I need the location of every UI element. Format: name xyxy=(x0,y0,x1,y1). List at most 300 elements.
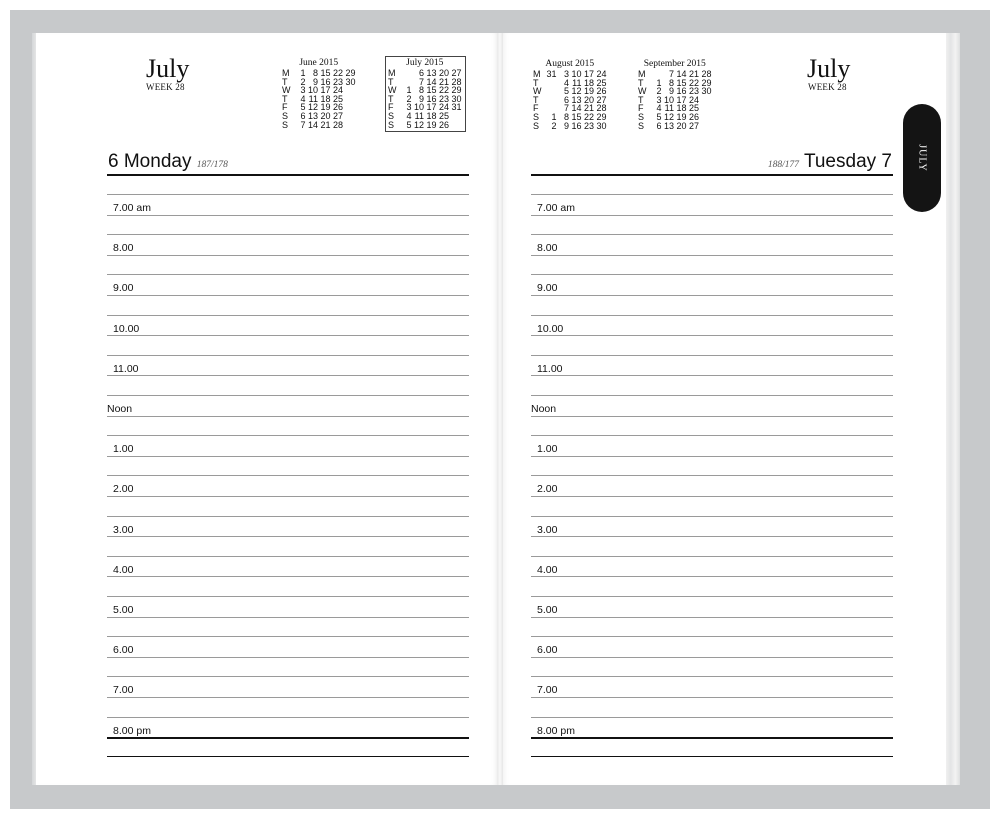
day-letter: F xyxy=(638,103,644,114)
day-letter: F xyxy=(282,102,288,113)
left-time-label: 2.00 xyxy=(113,483,134,496)
day-letter: W xyxy=(638,86,647,97)
calendar-date: 7 xyxy=(668,69,674,79)
day-letter: T xyxy=(533,77,539,88)
calendar-date: 19 xyxy=(676,111,687,122)
calendar-date: 9 xyxy=(563,120,569,131)
mini-calendar-title: June 2015 xyxy=(299,58,339,68)
mini-calendar-week-row xyxy=(638,87,712,96)
calendar-date: 24 xyxy=(332,85,343,96)
calendar-date: 10 xyxy=(571,69,582,79)
day-letter: W xyxy=(388,85,397,96)
left-time-label: 1.00 xyxy=(113,443,134,456)
calendar-date: 18 xyxy=(426,110,437,121)
left-hour-line xyxy=(107,617,469,618)
left-hour-line xyxy=(107,215,469,216)
left-hour-line xyxy=(107,255,469,256)
calendar-date: 18 xyxy=(676,103,687,114)
mini-calendar-week-row xyxy=(638,104,712,113)
left-half-hour-line xyxy=(107,717,469,718)
right-time-label: 7.00 xyxy=(537,684,558,697)
calendar-date: 22 xyxy=(583,111,594,122)
right-half-hour-line xyxy=(531,234,893,235)
calendar-date: 23 xyxy=(438,93,449,104)
left-time-label: 8.00 xyxy=(113,242,134,255)
right-half-hour-line xyxy=(531,435,893,436)
mini-calendar-week-row xyxy=(533,79,607,88)
right-half-hour-line xyxy=(531,556,893,557)
day-letter: M xyxy=(533,69,541,79)
mini-calendar-week-row xyxy=(638,122,712,131)
right-hour-line xyxy=(531,416,893,417)
calendar-date: 21 xyxy=(688,69,699,79)
calendar-date: 13 xyxy=(571,94,582,105)
right-bottom-rule xyxy=(531,737,893,739)
right-time-label: 9.00 xyxy=(537,282,558,295)
calendar-date: 25 xyxy=(688,103,699,114)
calendar-date: 3 xyxy=(300,85,306,96)
right-hour-line xyxy=(531,215,893,216)
left-time-label: 10.00 xyxy=(113,322,140,335)
calendar-date: 24 xyxy=(688,94,699,105)
right-time-label: Noon xyxy=(531,403,557,415)
calendar-date: 29 xyxy=(596,111,607,122)
right-time-label: 2.00 xyxy=(537,483,558,496)
calendar-date: 14 xyxy=(571,103,582,114)
calendar-date: 2 xyxy=(551,120,557,131)
right-time-label: 8.00 xyxy=(537,242,558,255)
mini-calendar-week-row xyxy=(388,78,462,87)
calendar-date: 7 xyxy=(563,103,569,114)
calendar-date xyxy=(544,87,557,96)
calendar-date: 12 xyxy=(663,111,674,122)
left-page xyxy=(36,33,499,785)
calendar-date: 7 xyxy=(300,119,306,130)
left-half-hour-line xyxy=(107,676,469,677)
calendar-date: 28 xyxy=(701,69,712,79)
calendar-date: 4 xyxy=(300,93,306,104)
left-half-hour-line xyxy=(107,636,469,637)
left-time-label: 3.00 xyxy=(113,523,134,536)
calendar-date xyxy=(343,103,356,112)
calendar-date: 29 xyxy=(451,85,462,96)
mini-calendar-week-row xyxy=(388,69,462,78)
calendar-date: 10 xyxy=(413,102,424,113)
calendar-date: 14 xyxy=(676,69,687,79)
calendar-date: 18 xyxy=(583,77,594,88)
calendar-date xyxy=(544,79,557,88)
calendar-date: 16 xyxy=(426,93,437,104)
day-letter: T xyxy=(282,93,288,104)
calendar-date: 16 xyxy=(571,120,582,131)
calendar-date: 8 xyxy=(668,77,674,88)
right-hour-line xyxy=(531,255,893,256)
calendar-date: 9 xyxy=(312,76,318,87)
mini-calendar-week-row xyxy=(533,70,607,79)
day-letter: T xyxy=(638,94,644,105)
mini-calendar-week-row xyxy=(282,112,356,121)
calendar-date: 26 xyxy=(596,86,607,97)
calendar-date: 20 xyxy=(438,68,449,78)
mini-calendar-september xyxy=(638,59,712,130)
calendar-date: 30 xyxy=(701,86,712,97)
calendar-date: 11 xyxy=(664,103,674,114)
mini-calendar-week-row xyxy=(282,69,356,78)
right-half-hour-line xyxy=(531,636,893,637)
calendar-date: 8 xyxy=(563,111,569,122)
mini-calendar-week-row xyxy=(388,112,462,121)
right-hour-line xyxy=(531,617,893,618)
calendar-date: 13 xyxy=(663,120,674,131)
mini-calendar-title: September 2015 xyxy=(643,59,706,69)
right-time-label: 5.00 xyxy=(537,604,558,616)
calendar-date: 13 xyxy=(307,110,318,121)
calendar-date: 14 xyxy=(426,76,437,87)
left-hour-line xyxy=(107,295,469,296)
left-half-hour-line xyxy=(107,315,469,316)
day-letter: T xyxy=(282,76,288,87)
left-week-label: WEEK 28 xyxy=(146,82,185,92)
right-half-hour-line xyxy=(531,516,893,517)
right-time-label: 11.00 xyxy=(537,362,563,375)
left-half-hour-line xyxy=(107,355,469,356)
calendar-date: 13 xyxy=(426,68,437,78)
calendar-date: 12 xyxy=(307,102,318,113)
left-time-label: 9.00 xyxy=(113,282,134,295)
calendar-date xyxy=(699,96,712,105)
calendar-date: 3 xyxy=(563,69,569,79)
calendar-date: 14 xyxy=(307,119,318,130)
mini-calendar-week-row xyxy=(282,95,356,104)
calendar-date: 22 xyxy=(332,68,343,78)
right-half-hour-line xyxy=(531,676,893,677)
calendar-date: 11 xyxy=(414,110,424,121)
left-hour-line xyxy=(107,576,469,577)
mini-calendar-week-row xyxy=(533,113,607,122)
mini-calendar-week-row xyxy=(282,103,356,112)
right-time-label: 8.00 pm xyxy=(537,724,575,737)
left-time-label: Noon xyxy=(107,403,133,415)
calendar-date xyxy=(343,112,356,121)
calendar-date: 19 xyxy=(426,119,437,130)
right-day-number: 7 xyxy=(881,151,892,172)
mini-calendar-week-row xyxy=(388,95,462,104)
calendar-date: 1 xyxy=(300,68,306,78)
right-half-hour-line xyxy=(531,475,893,476)
calendar-date: 19 xyxy=(320,102,331,113)
calendar-date xyxy=(399,69,412,78)
calendar-date: 11 xyxy=(572,77,582,88)
calendar-date: 27 xyxy=(596,94,607,105)
right-time-label: 6.00 xyxy=(537,644,558,657)
left-half-hour-line xyxy=(107,556,469,557)
calendar-date: 25 xyxy=(438,110,449,121)
mini-calendar-week-row xyxy=(282,78,356,87)
calendar-date: 22 xyxy=(688,77,699,88)
calendar-date: 27 xyxy=(451,68,462,78)
left-time-label: 8.00 pm xyxy=(113,724,151,737)
mini-calendar-august xyxy=(533,59,607,130)
calendar-date: 15 xyxy=(571,111,582,122)
left-bottom-rule xyxy=(107,737,469,739)
right-month-title: July xyxy=(807,54,851,83)
mini-calendar-week-row xyxy=(638,70,712,79)
left-time-label: 7.00 am xyxy=(113,202,151,214)
right-heading-rule xyxy=(531,174,893,176)
day-letter: S xyxy=(282,119,289,130)
calendar-date: 24 xyxy=(438,102,449,113)
right-half-hour-line xyxy=(531,355,893,356)
day-letter: F xyxy=(533,103,539,114)
right-day-heading xyxy=(768,151,892,176)
calendar-date xyxy=(343,95,356,104)
day-letter: F xyxy=(388,102,394,113)
calendar-date: 4 xyxy=(406,110,412,121)
calendar-date: 23 xyxy=(583,120,594,131)
day-letter: T xyxy=(388,76,394,87)
left-day-count: 187/178 xyxy=(196,160,228,170)
calendar-date: 26 xyxy=(438,119,449,130)
mini-calendar-july xyxy=(385,56,466,132)
left-day-name: Monday xyxy=(123,151,192,172)
right-half-hour-line xyxy=(531,717,893,718)
left-day-heading xyxy=(108,151,228,176)
calendar-date: 21 xyxy=(583,103,594,114)
calendar-date: 5 xyxy=(656,111,662,122)
left-time-label: 6.00 xyxy=(113,644,134,657)
right-half-hour-line xyxy=(531,274,893,275)
mini-calendar-week-row xyxy=(533,104,607,113)
left-time-label: 5.00 xyxy=(113,604,134,616)
calendar-date: 15 xyxy=(426,85,437,96)
calendar-date: 12 xyxy=(413,119,424,130)
calendar-date: 6 xyxy=(300,110,306,121)
calendar-date: 20 xyxy=(583,94,594,105)
calendar-date: 17 xyxy=(676,94,687,105)
mini-calendar-title: July 2015 xyxy=(406,58,444,68)
day-letter: S xyxy=(533,111,540,122)
calendar-date: 9 xyxy=(418,93,424,104)
day-letter: S xyxy=(388,110,395,121)
calendar-date: 17 xyxy=(583,69,594,79)
day-letter: T xyxy=(533,94,539,105)
left-time-label: 4.00 xyxy=(113,563,134,576)
mini-calendar-week-row xyxy=(533,122,607,131)
right-day-name: Tuesday xyxy=(803,151,877,172)
day-letter: S xyxy=(638,120,645,131)
left-schedule-end-rule xyxy=(107,756,469,758)
calendar-date: 23 xyxy=(332,76,343,87)
mini-calendar-title: August 2015 xyxy=(545,59,595,69)
calendar-date: 5 xyxy=(406,119,412,130)
calendar-date: 7 xyxy=(418,76,424,87)
day-letter: S xyxy=(388,119,395,130)
calendar-date: 10 xyxy=(307,85,318,96)
calendar-date xyxy=(699,122,712,131)
day-letter: W xyxy=(533,86,542,97)
calendar-date: 6 xyxy=(656,120,662,131)
calendar-date: 4 xyxy=(656,103,662,114)
calendar-date: 25 xyxy=(332,93,343,104)
calendar-date xyxy=(449,112,462,121)
right-half-hour-line xyxy=(531,315,893,316)
calendar-date: 2 xyxy=(300,76,306,87)
calendar-date: 5 xyxy=(300,102,306,113)
calendar-date: 1 xyxy=(656,77,662,88)
day-letter: M xyxy=(638,69,646,79)
calendar-date xyxy=(449,121,462,130)
mini-calendar-week-row xyxy=(638,113,712,122)
calendar-date: 28 xyxy=(451,76,462,87)
month-tab[interactable] xyxy=(903,104,941,212)
day-letter: S xyxy=(638,111,645,122)
mini-calendar-week-row xyxy=(638,79,712,88)
left-half-hour-line xyxy=(107,194,469,195)
left-half-hour-line xyxy=(107,274,469,275)
calendar-date: 16 xyxy=(320,76,331,87)
right-hour-line xyxy=(531,576,893,577)
calendar-date xyxy=(343,121,356,130)
left-heading-rule xyxy=(107,174,469,176)
right-hour-line xyxy=(531,375,893,376)
calendar-date: 19 xyxy=(583,86,594,97)
calendar-date xyxy=(699,104,712,113)
calendar-date: 30 xyxy=(596,120,607,131)
mini-calendar-week-row xyxy=(638,96,712,105)
right-time-label: 1.00 xyxy=(537,443,558,456)
mini-calendar-week-row xyxy=(388,103,462,112)
right-hour-line xyxy=(531,295,893,296)
calendar-date: 28 xyxy=(596,103,607,114)
calendar-date: 1 xyxy=(406,85,412,96)
mini-calendar-week-row xyxy=(533,96,607,105)
calendar-date: 11 xyxy=(308,93,318,104)
calendar-date: 24 xyxy=(596,69,607,79)
day-letter: W xyxy=(282,85,291,96)
calendar-date: 18 xyxy=(320,93,331,104)
calendar-date: 28 xyxy=(332,119,343,130)
mini-calendar-week-row xyxy=(388,121,462,130)
calendar-date: 6 xyxy=(563,94,569,105)
calendar-date: 31 xyxy=(546,69,557,79)
right-schedule-end-rule xyxy=(531,756,893,758)
calendar-date xyxy=(343,86,356,95)
calendar-date: 21 xyxy=(438,76,449,87)
calendar-date: 8 xyxy=(312,68,318,78)
right-day-count: 188/177 xyxy=(767,160,800,170)
left-time-label: 11.00 xyxy=(113,362,139,375)
calendar-date: 6 xyxy=(418,68,424,78)
calendar-date: 1 xyxy=(551,111,557,122)
right-time-label: 7.00 am xyxy=(537,202,575,214)
left-half-hour-line xyxy=(107,475,469,476)
right-time-label: 4.00 xyxy=(537,563,558,576)
calendar-date: 15 xyxy=(320,68,331,78)
left-half-hour-line xyxy=(107,435,469,436)
left-half-hour-line xyxy=(107,516,469,517)
mini-calendar-june xyxy=(282,58,356,129)
right-hour-line xyxy=(531,697,893,698)
left-half-hour-line xyxy=(107,234,469,235)
left-hour-line xyxy=(107,335,469,336)
calendar-date xyxy=(699,113,712,122)
day-letter: T xyxy=(388,93,394,104)
right-hour-line xyxy=(531,657,893,658)
day-letter: T xyxy=(638,77,644,88)
calendar-date: 17 xyxy=(320,85,331,96)
left-hour-line xyxy=(107,697,469,698)
left-half-hour-line xyxy=(107,596,469,597)
day-letter: S xyxy=(282,110,289,121)
calendar-date: 12 xyxy=(571,86,582,97)
calendar-date: 29 xyxy=(345,68,356,78)
calendar-date: 3 xyxy=(406,102,412,113)
calendar-date: 2 xyxy=(406,93,412,104)
left-hour-line xyxy=(107,536,469,537)
calendar-date: 31 xyxy=(451,102,462,113)
calendar-date: 27 xyxy=(332,110,343,121)
mini-calendar-week-row xyxy=(533,87,607,96)
calendar-date: 23 xyxy=(688,86,699,97)
calendar-date: 26 xyxy=(688,111,699,122)
calendar-date: 15 xyxy=(676,77,687,88)
right-hour-line xyxy=(531,335,893,336)
left-hour-line xyxy=(107,375,469,376)
day-letter: S xyxy=(533,120,540,131)
calendar-date: 4 xyxy=(563,77,569,88)
right-hour-line xyxy=(531,456,893,457)
left-month-title: July xyxy=(146,54,190,83)
calendar-date: 5 xyxy=(563,86,569,97)
calendar-date: 30 xyxy=(451,93,462,104)
right-half-hour-line xyxy=(531,596,893,597)
calendar-date: 20 xyxy=(320,110,331,121)
calendar-date: 10 xyxy=(663,94,674,105)
calendar-date: 22 xyxy=(438,85,449,96)
right-half-hour-line xyxy=(531,194,893,195)
left-time-label: 7.00 xyxy=(113,684,134,697)
right-time-label: 3.00 xyxy=(537,523,558,536)
calendar-date: 16 xyxy=(676,86,687,97)
left-day-number: 6 xyxy=(108,151,119,172)
book-spine-gutter xyxy=(497,33,503,785)
right-time-label: 10.00 xyxy=(537,322,564,335)
left-hour-line xyxy=(107,496,469,497)
calendar-date: 21 xyxy=(320,119,331,130)
right-half-hour-line xyxy=(531,395,893,396)
day-letter: M xyxy=(282,68,290,78)
calendar-date: 17 xyxy=(426,102,437,113)
left-hour-line xyxy=(107,657,469,658)
month-tab-label: JULY xyxy=(916,144,928,172)
right-hour-line xyxy=(531,496,893,497)
right-week-label: WEEK 28 xyxy=(808,82,847,92)
day-letter: M xyxy=(388,68,396,78)
right-page xyxy=(501,33,947,785)
left-hour-line xyxy=(107,416,469,417)
right-page-edge xyxy=(946,33,960,785)
calendar-date: 30 xyxy=(345,76,356,87)
calendar-date: 9 xyxy=(668,86,674,97)
calendar-date: 29 xyxy=(701,77,712,88)
calendar-date: 27 xyxy=(688,120,699,131)
mini-calendar-week-row xyxy=(388,86,462,95)
left-half-hour-line xyxy=(107,395,469,396)
mini-calendar-week-row xyxy=(282,86,356,95)
calendar-date: 8 xyxy=(418,85,424,96)
calendar-date: 26 xyxy=(332,102,343,113)
calendar-date: 2 xyxy=(656,86,662,97)
